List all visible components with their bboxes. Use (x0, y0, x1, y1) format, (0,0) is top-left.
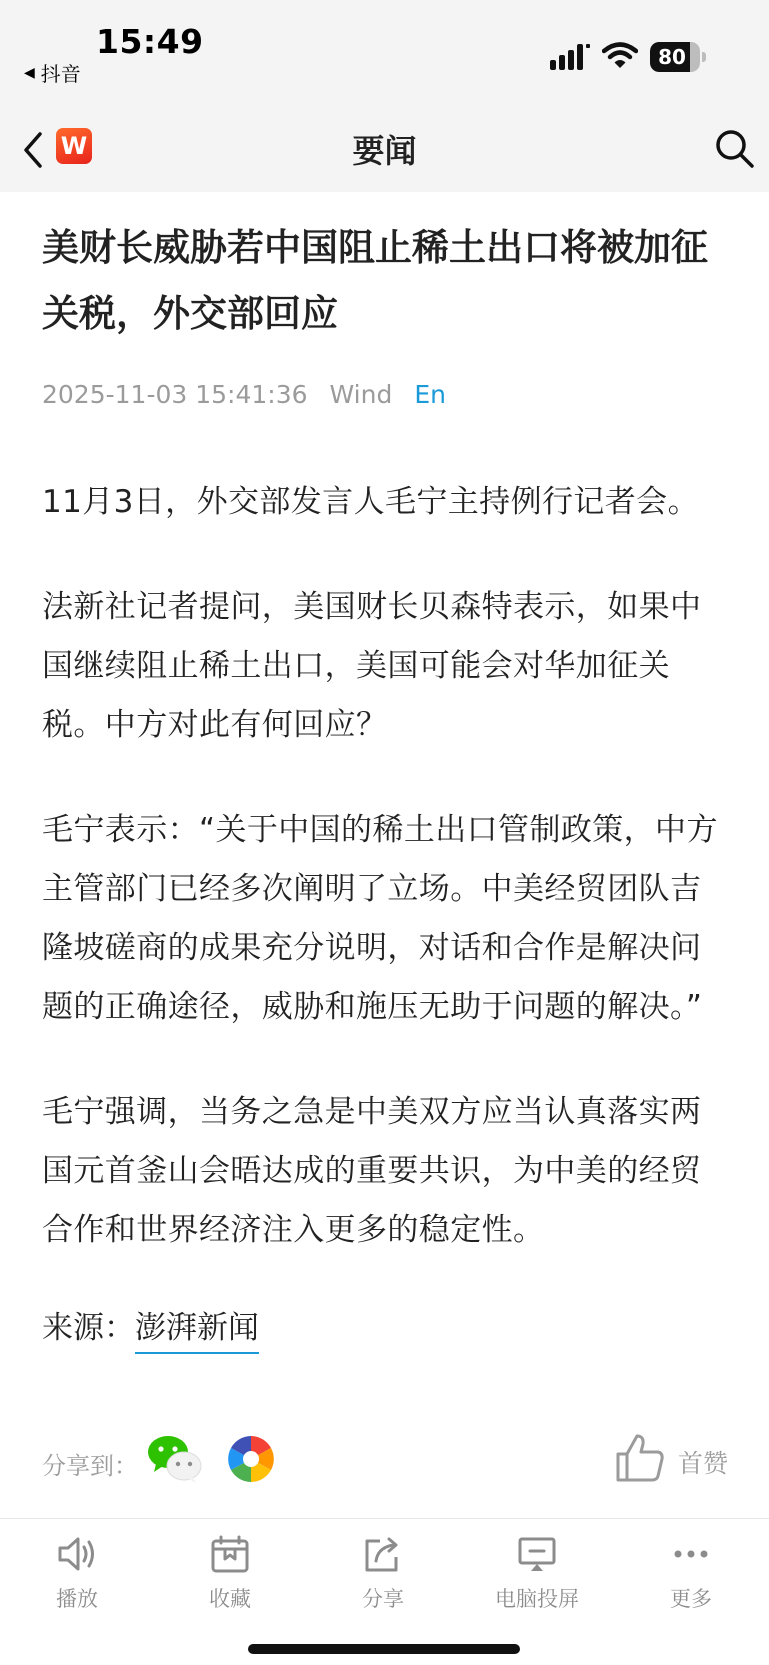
bookmark-box-icon (209, 1533, 251, 1575)
article-source (42, 1308, 732, 1348)
play-button[interactable] (12, 1533, 142, 1613)
status-time: 15:49 (96, 22, 204, 61)
back-chevron-icon[interactable] (14, 128, 54, 172)
article (42, 215, 732, 1348)
favorite-button[interactable] (165, 1533, 295, 1613)
bottom-toolbar (0, 1518, 769, 1665)
back-to-app-link[interactable] (24, 58, 81, 87)
screen-cast-label: 电脑投屏 (495, 1587, 579, 1611)
moments-icon[interactable] (226, 1434, 276, 1484)
cellular-signal-icon (550, 44, 590, 70)
like-button[interactable] (614, 1432, 732, 1488)
status-bar (0, 0, 769, 108)
back-app-label: 抖音 (40, 62, 81, 86)
article-paragraph: 毛宁表示：“关于中国的稀土出口管制政策，中方主管部门已经多次阐明了立场。中美经贸团队吉隆坡磋商的成果充分说明，对话和合作是解决问题的正确途径，威胁和施压无助于问题的解决。” (42, 812, 718, 1025)
english-toggle-link[interactable]: En (414, 380, 446, 409)
like-label: 首赞 (678, 1449, 729, 1478)
app-logo[interactable]: W (56, 128, 92, 164)
favorite-label: 收藏 (209, 1587, 251, 1611)
play-label: 播放 (56, 1587, 98, 1611)
battery-indicator (650, 42, 706, 72)
more-button[interactable] (626, 1533, 756, 1613)
back-triangle-icon: ◀ (24, 64, 35, 81)
more-label: 更多 (670, 1587, 712, 1611)
article-meta (42, 377, 732, 413)
share-label-toolbar: 分享 (362, 1587, 404, 1611)
screen-cast-button[interactable] (472, 1533, 602, 1613)
article-datetime: 2025-11-03 15:41:36 (42, 380, 308, 409)
screen-cast-icon (516, 1533, 558, 1575)
share-icon (362, 1533, 404, 1575)
article-title: 美财长威胁若中国阻止稀土出口将被加征关税，外交部回应 (42, 226, 708, 335)
page-title: 要闻 (352, 132, 417, 170)
home-indicator (248, 1644, 520, 1654)
wechat-icon[interactable] (146, 1432, 204, 1484)
article-publisher: Wind (329, 380, 393, 409)
battery-percent: 80 (658, 45, 686, 69)
source-label: 来源： (42, 1310, 135, 1346)
share-label: 分享到： (42, 1452, 138, 1480)
search-icon[interactable] (712, 126, 756, 170)
nav-bar (0, 108, 769, 192)
wifi-icon (602, 42, 638, 70)
article-paragraph: 11月3日，外交部发言人毛宁主持例行记者会。 (42, 484, 699, 520)
article-paragraph: 毛宁强调，当务之急是中美双方应当认真落实两国元首釜山会晤达成的重要共识，为中美的经贸合作和世界经济注入更多的稳定性。 (42, 1094, 702, 1248)
more-dots-icon (670, 1533, 712, 1575)
share-button[interactable] (318, 1533, 448, 1613)
article-paragraph: 法新社记者提问，美国财长贝森特表示，如果中国继续阻止稀土出口，美国可能会对华加征关税。中方对此有何回应？ (42, 589, 702, 743)
share-row (42, 1432, 732, 1492)
speaker-icon (56, 1533, 98, 1575)
thumbs-up-icon (614, 1432, 666, 1484)
source-link[interactable]: 澎湃新闻 (135, 1310, 259, 1354)
